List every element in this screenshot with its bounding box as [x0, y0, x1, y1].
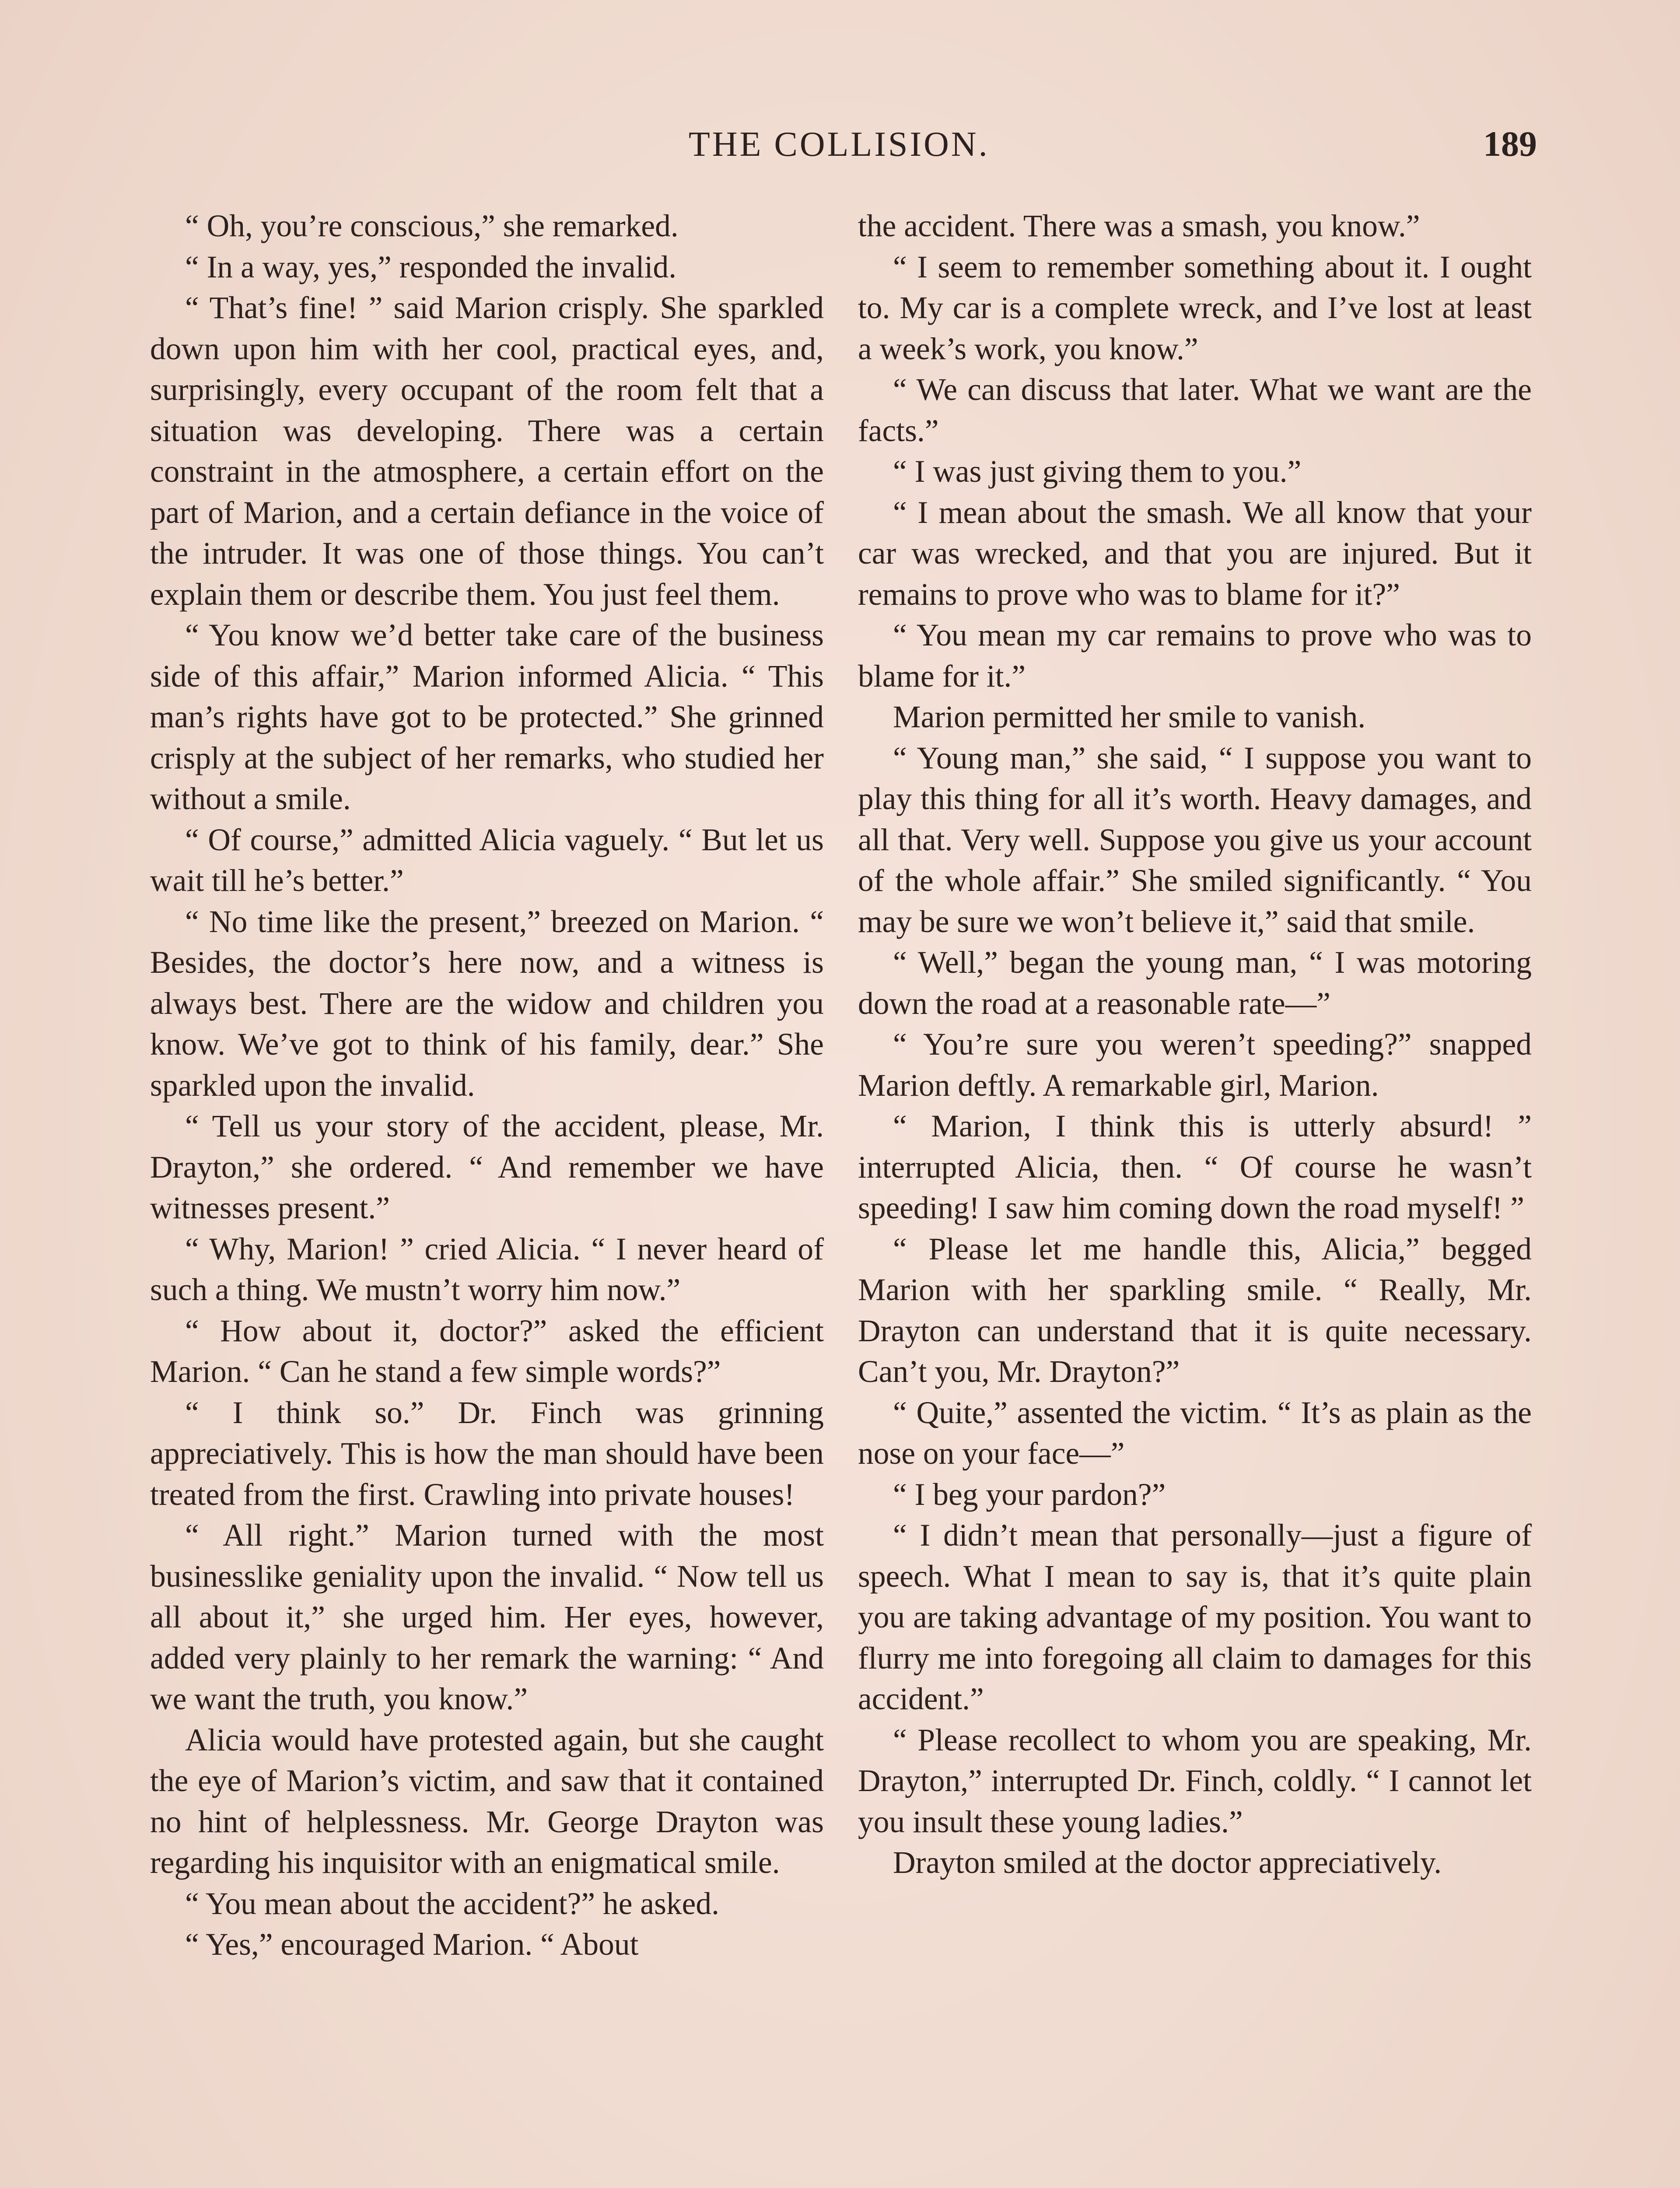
paragraph: “ I mean about the smash. We all know that your car was wrecked, and that you are injured. But it remains to prove who was to blame for it?” [858, 495, 1532, 612]
paragraph: “ You mean about the accident?” he asked. [185, 1886, 720, 1921]
paragraph: “ Please recollect to whom you are speaking, Mr. Drayton,” interrupted Dr. Finch, coldly. “ I cannot let you insult these young ladies.” [858, 1722, 1532, 1839]
paragraph: “ You mean my car remains to prove who was to blame for it.” [858, 618, 1532, 694]
paragraph: “ How about it, doctor?” asked the efficient Marion. “ Can he stand a few simple words?” [150, 1313, 824, 1389]
paragraph: “ Oh, you’re conscious,” she remarked. [185, 209, 679, 243]
paragraph: Drayton smiled at the doctor appreciatively. [893, 1845, 1442, 1880]
paragraph: Marion permitted her smile to vanish. [893, 700, 1366, 734]
paragraph: “ I beg your pardon?” [893, 1477, 1166, 1512]
paragraph: “ I seem to remember something about it. I ought to. My car is a complete wreck, and I’ve lost at least a week’s work, you know.” [858, 249, 1532, 366]
paragraph: “ I think so.” Dr. Finch was grinning appreciatively. This is how the man should have been treated from the first. Crawling into private houses! [150, 1395, 824, 1512]
paragraph: “ I was just giving them to you.” [893, 454, 1302, 489]
paragraph-continued: the accident. There was a smash, you know.” [858, 209, 1420, 243]
paragraph: “ All right.” Marion turned with the most businesslike geniality upon the invalid. “ Now tell us all about it,” she urged him. Her eyes, however, added very plainly to her remark the warning: “ And we want the truth, you know.” [150, 1518, 824, 1716]
paragraph: Alicia would have protested again, but she caught the eye of Marion’s victim, and saw that it contained no hint of helplessness. Mr. George Drayton was regarding his inquisitor with an enigmatical smile. [150, 1722, 824, 1880]
paragraph: “ I didn’t mean that personally—just a figure of speech. What I mean to say is, that it’s quite plain you are taking advantage of my position. You want to flurry me into foregoing all claim to damages for this accident.” [858, 1518, 1532, 1716]
paragraph: “ In a way, yes,” responded the invalid. [185, 249, 677, 284]
paragraph: “ You know we’d better take care of the business side of this affair,” Marion informed Alicia. “ This man’s rights have got to be protected.” She grinned crisply at the subject of her remarks, who studied her without a smile. [150, 618, 824, 816]
paragraph: “ Well,” began the young man, “ I was motoring down the road at a reasonable rate—” [858, 945, 1532, 1021]
paragraph: “ Young man,” she said, “ I suppose you want to play this thing for all it’s worth. Heavy damages, and all that. Very well. Suppose you give us your account of the whole affair.” She smiled significantly. “ You may be sure we won’t believe it,” said that smile. [858, 740, 1532, 939]
paragraph: “ No time like the present,” breezed on Marion. “ Besides, the doctor’s here now, and a witness is always best. There are the widow and children you know. We’ve got to think of his family, dear.” She sparkled upon the invalid. [150, 904, 824, 1103]
right-text-column [858, 206, 1532, 1883]
paragraph: “ Tell us your story of the accident, please, Mr. Drayton,” she ordered. “ And remember we have witnesses present.” [150, 1109, 824, 1225]
paragraph: “ That’s fine! ” said Marion crisply. She sparkled down upon him with her cool, practical eyes, and, surprisingly, every occupant of the room felt that a situation was developing. There was a certain constraint in the atmosphere, a certain effort on the part of Marion, and a certain defiance in the voice of the intruder. It was one of those things. You can’t explain them or describe them. You just feel them. [150, 291, 824, 612]
left-text-column [150, 206, 824, 1965]
paragraph: “ We can discuss that later. What we want are the facts.” [858, 372, 1532, 448]
paragraph: “ You’re sure you weren’t speeding?” snapped Marion deftly. A remarkable girl, Marion. [858, 1027, 1532, 1103]
paragraph: “ Quite,” assented the victim. “ It’s as plain as the nose on your face—” [858, 1395, 1532, 1471]
paragraph: “ Please let me handle this, Alicia,” begged Marion with her sparkling smile. “ Really, Mr. Drayton can understand that it is quite necessary. Can’t you, Mr. Drayton?” [858, 1231, 1532, 1389]
paragraph: “ Of course,” admitted Alicia vaguely. “ But let us wait till he’s better.” [150, 822, 824, 898]
paragraph: “ Why, Marion! ” cried Alicia. “ I never heard of such a thing. We mustn’t worry him now.” [150, 1231, 824, 1307]
running-title: THE COLLISION. [689, 125, 990, 164]
page-number: 189 [1483, 124, 1537, 164]
paragraph: “ Yes,” encouraged Marion. “ About [185, 1927, 639, 1962]
paragraph: “ Marion, I think this is utterly absurd! ” interrupted Alicia, then. “ Of course he wasn’t speeding! I saw him coming down the road myself! ” [858, 1109, 1532, 1225]
